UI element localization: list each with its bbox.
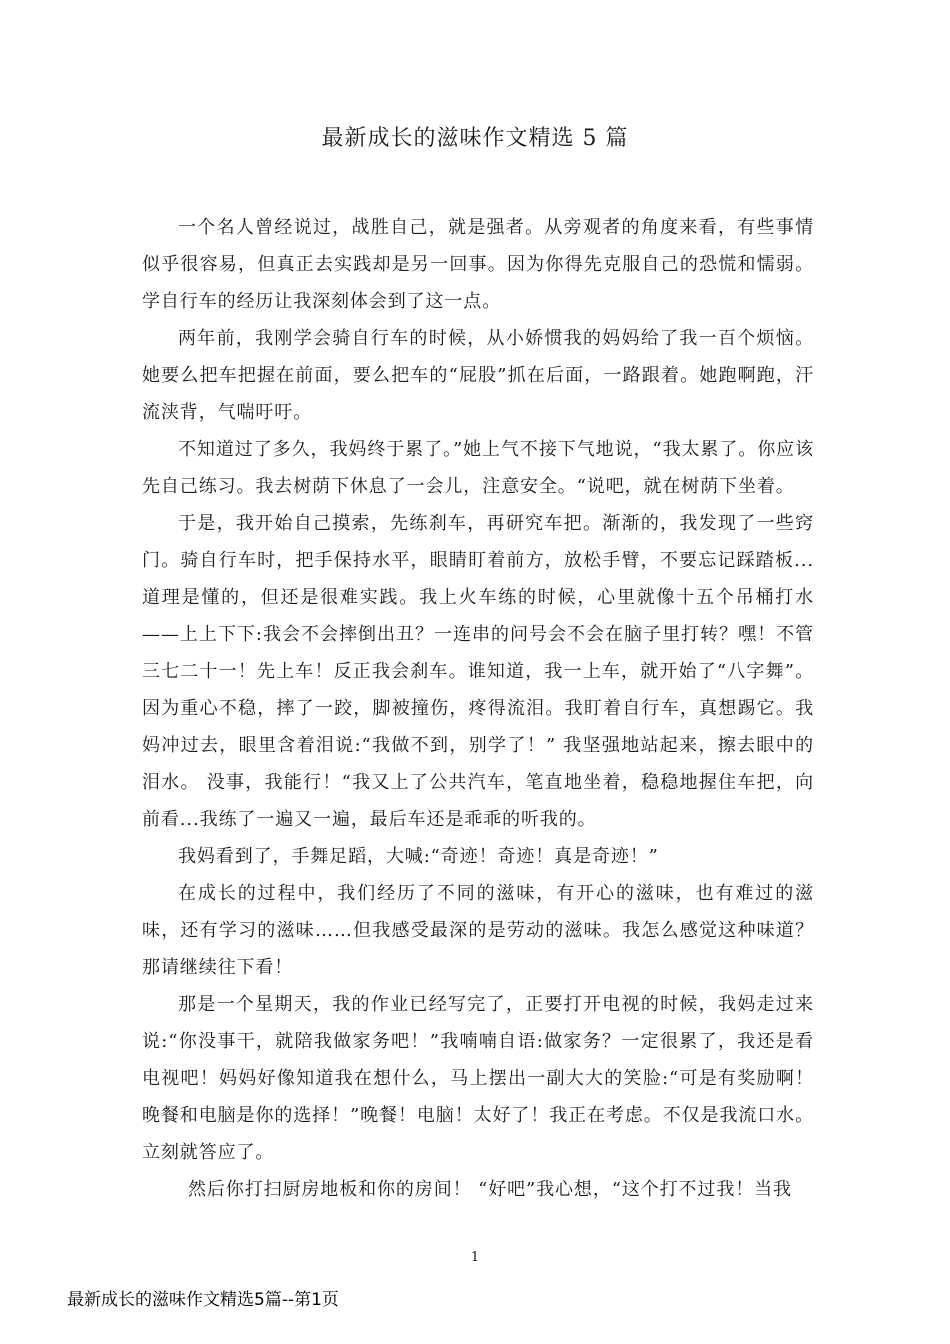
document-title: 最新成长的滋味作文精选 5 篇 [321,126,629,151]
paragraph: 两年前，我刚学会骑自行车的时候，从小娇惯我的妈妈给了我一百个烦恼。她要么把车把握在前面，要么把车的“屁股”抓在后面，一路跟着。她跑啊跑，汗流浃背，气喘吁吁。 [142,328,814,423]
paragraph: 那是一个星期天，我的作业已经写完了，正要打开电视的时候，我妈走过来说:“你没事干，就陪我做家务吧！”我喃喃自语:做家务？一定很累了，我还是看电视吧！妈妈好像知道我在想什么，马上摆出一副大大的笑脸:“可是有奖励啊！晚餐和电脑是你的选择！”晚餐！电脑！太好了！我正在考虑。不仅是我流口水。立刻就答应了。 [142,994,814,1163]
paragraph: 于是，我开始自己摸索，先练刹车，再研究车把。渐渐的，我发现了一些窍门。骑自行车时，把手保持水平，眼睛盯着前方，放松手臂，不要忘记踩踏板...道理是懂的，但还是很难实践。我上火车练的时候，心里就像十五个吊桶打水——上上下下:我会不会摔倒出丑？一连串的问号会不会在脑子里打转？嘿！不管三七二十一！先上车！反正我会刹车。谁知道，我一上车，就开始了“八字舞”。因为重心不稳，摔了一跤，脚被撞伤，疼得流泪。我盯着自行车，真想踢它。我妈冲过去，眼里含着泪说:“我做不到，别学了！” 我坚强地站起来，擦去眼中的泪水。 没事，我能行！“我又上了公共汽车，笔直地坐着，稳稳地握住车把，向前看...我练了一遍又一遍，最后车还是乖乖的听我的。 [142,513,814,830]
paragraph: 不知道过了多久，我妈终于累了。”她上气不接下气地说，“我太累了。你应该先自己练习。我去树荫下休息了一会儿，注意安全。“说吧，就在树荫下坐着。 [142,439,814,497]
paragraph: 在成长的过程中，我们经历了不同的滋味，有开心的滋味，也有难过的滋味，还有学习的滋味……但我感受最深的是劳动的滋味。我怎么感觉这种味道？那请继续往下看！ [142,883,814,978]
page-number: 1 [470,1250,480,1265]
page-footer: 最新成长的滋味作文精选5篇--第1页 [67,1290,339,1310]
paragraph: 然后你打扫厨房地板和你的房间！ “好吧”我心想，“这个打不过我！当我 [188,1179,792,1200]
paragraph: 一个名人曾经说过，战胜自己，就是强者。从旁观者的角度来看，有些事情似乎很容易，但真正去实践却是另一回事。因为你得先克服自己的恐慌和懦弱。学自行车的经历让我深刻体会到了这一点。 [142,217,814,312]
document-body [142,209,814,1208]
paragraph: 我妈看到了，手舞足蹈，大喊:“奇迹！奇迹！真是奇迹！” [178,846,659,867]
